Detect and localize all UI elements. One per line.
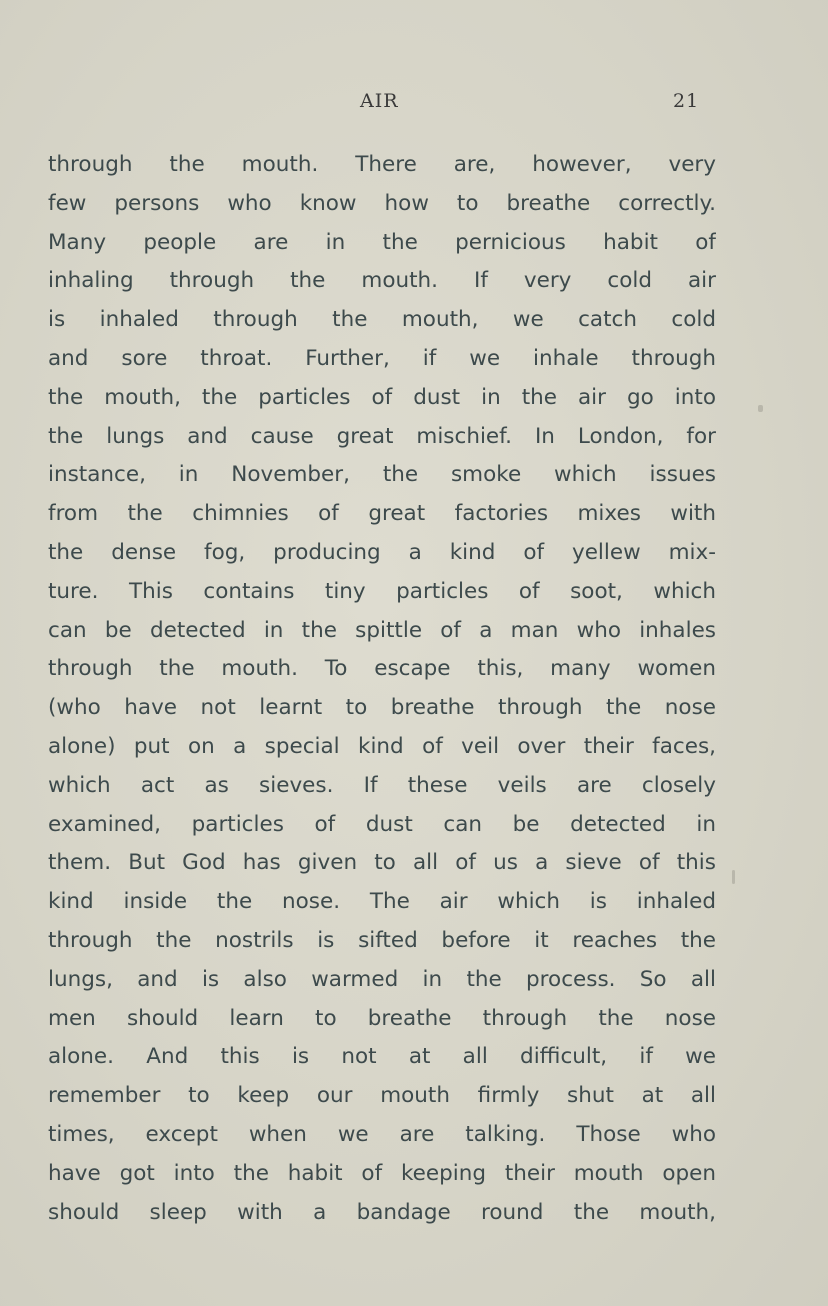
paper-speck [732, 870, 735, 884]
text-line: ture. This contains tiny particles of soot, which [48, 578, 716, 604]
text-line: men should learn to breathe through the nose [48, 1005, 716, 1031]
body-text [48, 146, 716, 1232]
text-line: times, except when we are talking. Those who [48, 1121, 716, 1147]
text-line: which act as sieves. If these veils are closely [48, 772, 716, 798]
text-line: remember to keep our mouth firmly shut at all [48, 1083, 716, 1109]
text-line: Many people are in the pernicious habit of [48, 229, 716, 255]
text-line: lungs, and is also warmed in the process. So all [48, 966, 716, 992]
text-line: through the nostrils is sifted before it reaches the [48, 927, 716, 953]
text-line: the lungs and cause great mischief. In London, for [48, 423, 716, 449]
text-line: can be detected in the spittle of a man who inhales [48, 617, 716, 643]
text-line: alone. And this is not at all difficult, if we [48, 1044, 716, 1070]
text-line: instance, in November, the smoke which issues [48, 462, 716, 488]
text-line: is inhaled through the mouth, we catch cold [48, 307, 716, 333]
text-line: have got into the habit of keeping their mouth open [48, 1160, 716, 1186]
text-line: through the mouth. To escape this, many women [48, 656, 716, 682]
text-line: should sleep with a bandage round the mouth, [48, 1199, 716, 1225]
text-line: inhaling through the mouth. If very cold air [48, 268, 716, 294]
text-line: through the mouth. There are, however, very [48, 152, 716, 177]
text-line: few persons who know how to breathe correctly. [48, 190, 716, 216]
text-line: alone) put on a special kind of veil over their faces, [48, 733, 716, 759]
text-line: from the chimnies of great factories mixes with [48, 501, 716, 527]
text-line: them. But God has given to all of us a sieve of this [48, 850, 716, 876]
text-line: the dense fog, producing a kind of yellew mix- [48, 539, 716, 565]
text-line: (who have not learnt to breathe through the nose [48, 695, 716, 721]
running-head: AIR [360, 90, 399, 112]
text-line: examined, particles of dust can be detected in [48, 811, 716, 837]
page-number: 21 [673, 90, 700, 112]
text-line: and sore throat. Further, if we inhale through [48, 345, 716, 371]
text-line: the mouth, the particles of dust in the air go into [48, 384, 716, 410]
text-line: kind inside the nose. The air which is inhaled [48, 889, 716, 915]
page-header [0, 90, 828, 120]
paper-speck [758, 405, 763, 412]
